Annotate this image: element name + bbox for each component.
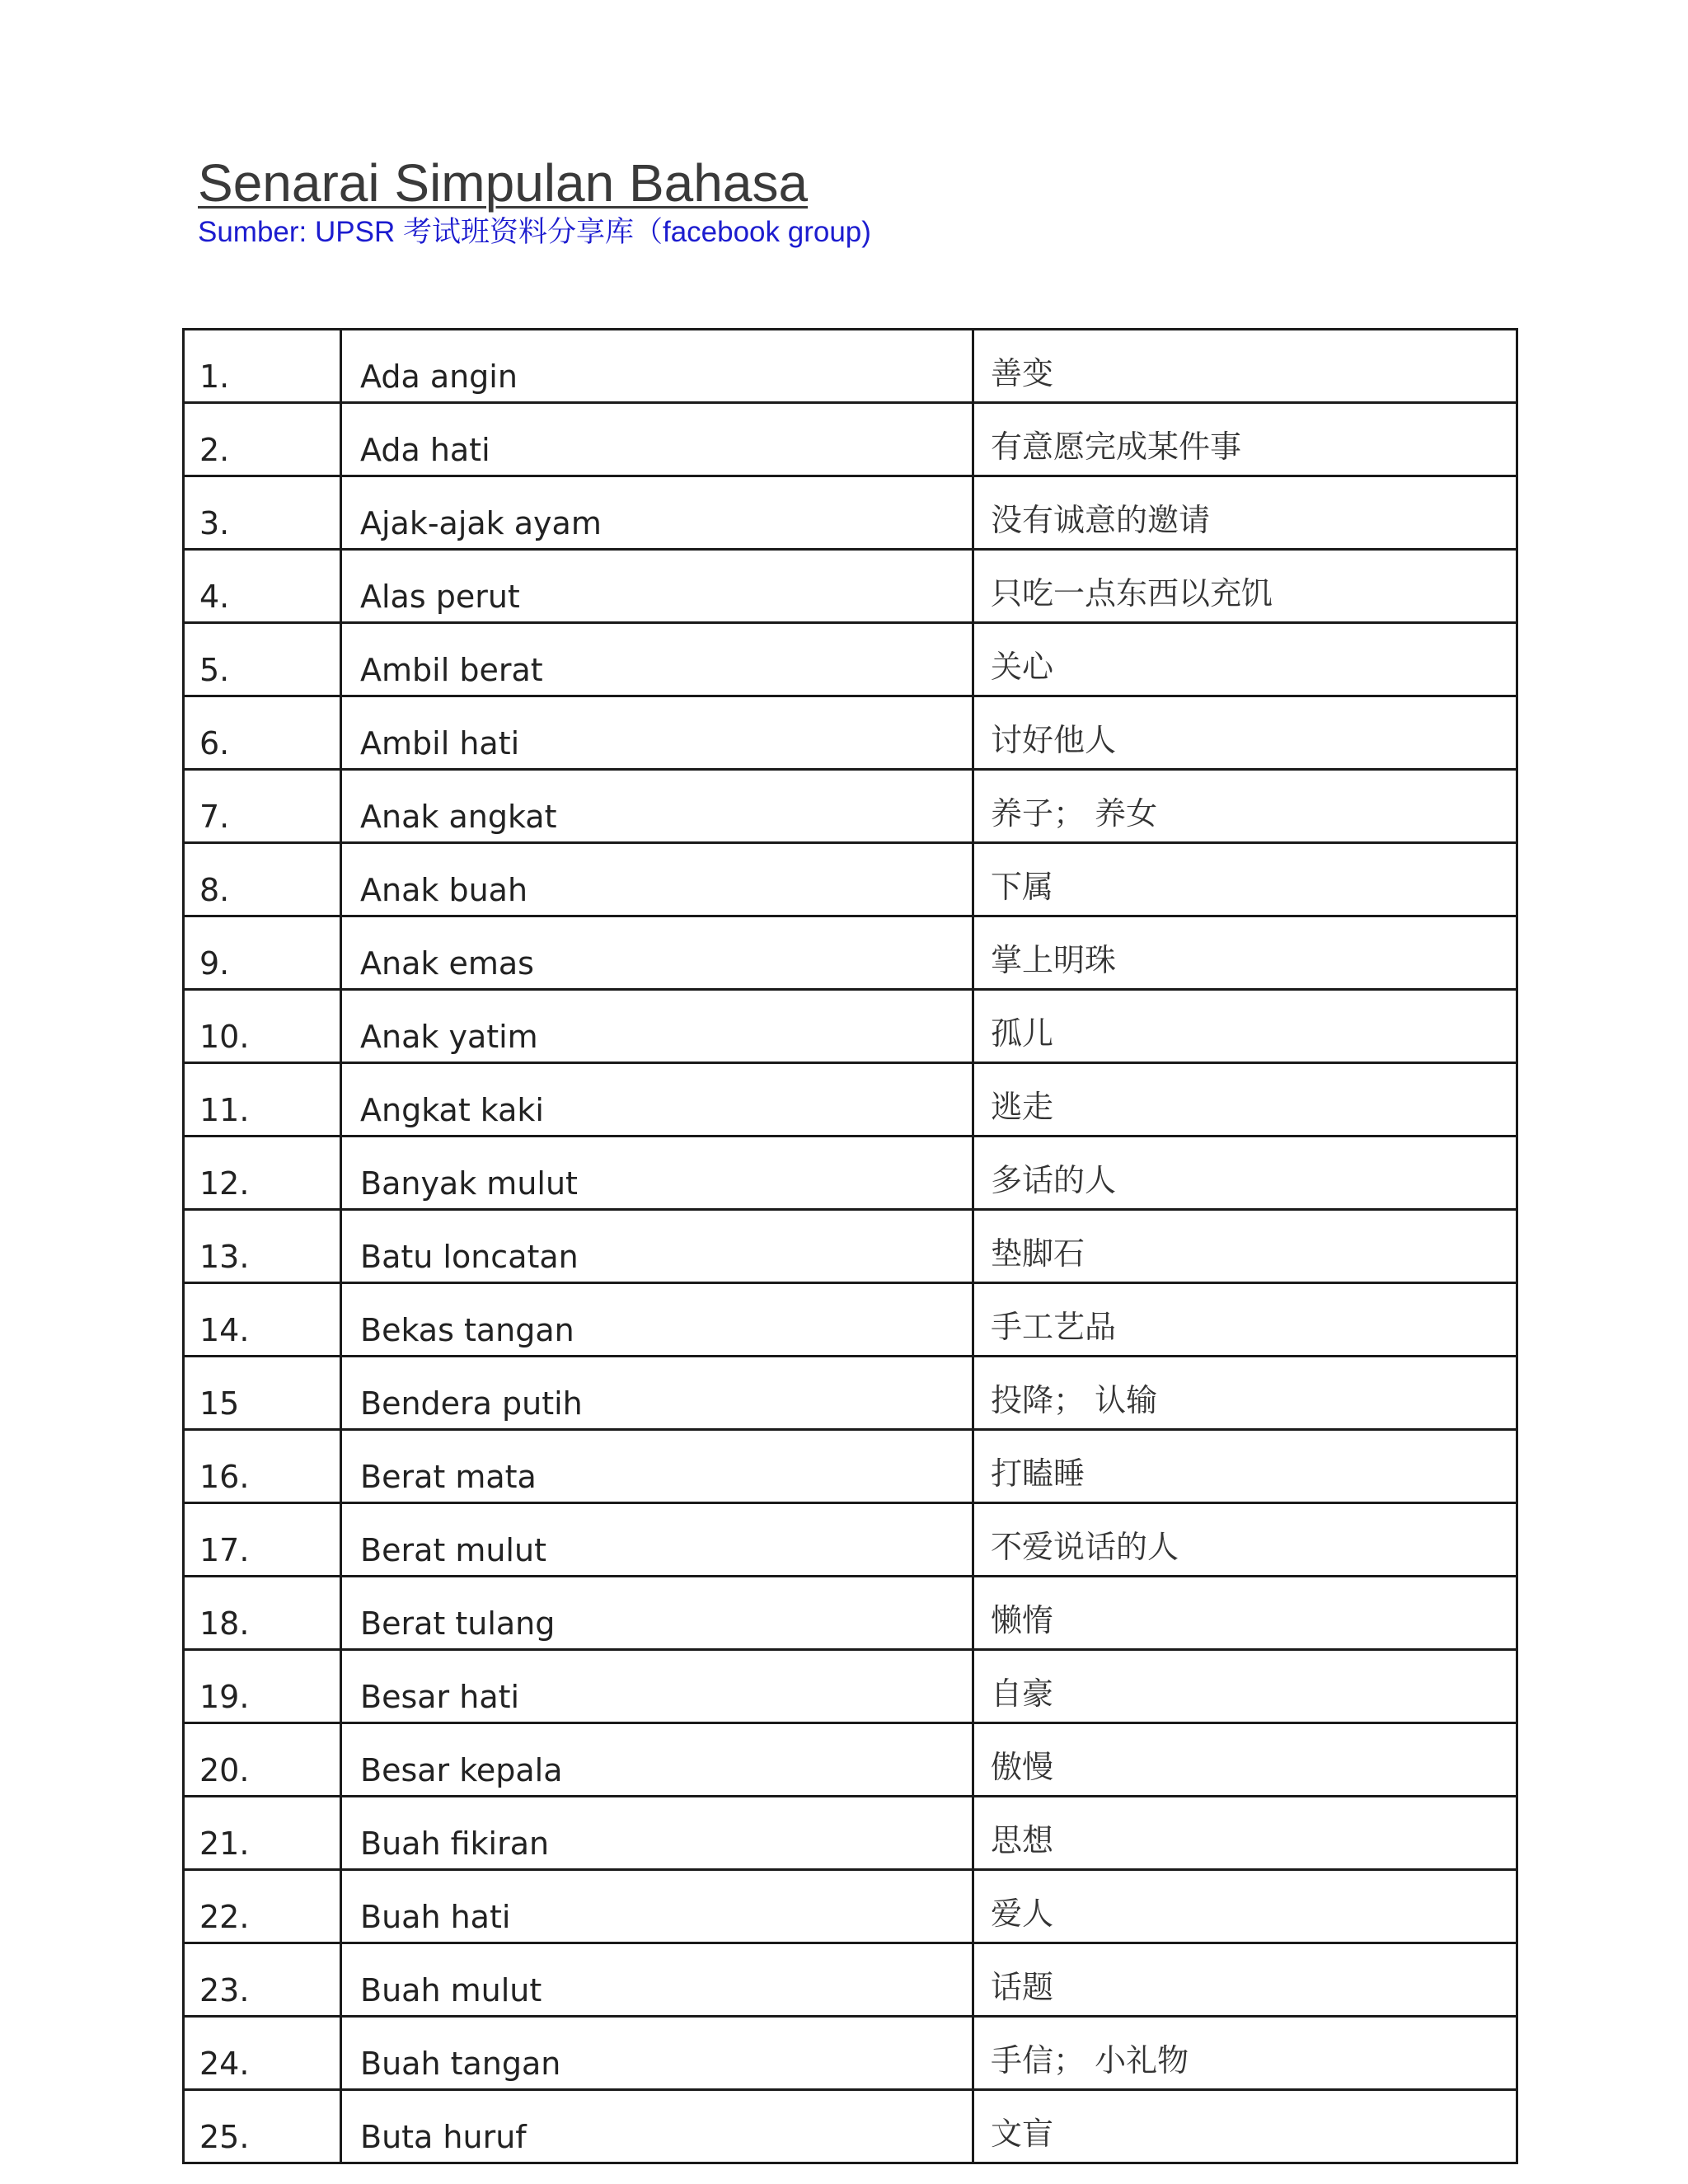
entry-number: 3. [184, 476, 341, 550]
entry-phrase: Besar hati [341, 1650, 973, 1723]
entry-phrase: Berat tulang [341, 1577, 973, 1650]
entry-phrase: Ambil hati [341, 696, 973, 770]
table-row [184, 1503, 1517, 1577]
table-row [184, 1430, 1517, 1503]
table-row [184, 623, 1517, 696]
entry-phrase: Anak buah [341, 843, 973, 916]
entry-meaning: 手信； 小礼物 [973, 2017, 1517, 2090]
entry-number: 5. [184, 623, 341, 696]
entry-number: 20. [184, 1723, 341, 1797]
entry-meaning: 多话的人 [973, 1137, 1517, 1210]
entry-meaning: 掌上明珠 [973, 916, 1517, 990]
entry-meaning: 孤儿 [973, 990, 1517, 1063]
table-row [184, 1283, 1517, 1357]
entry-phrase: Angkat kaki [341, 1063, 973, 1137]
entry-phrase: Anak angkat [341, 770, 973, 843]
entry-number: 21. [184, 1797, 341, 1870]
table-row [184, 1797, 1517, 1870]
entry-meaning: 手工艺品 [973, 1283, 1517, 1357]
entry-meaning: 下属 [973, 843, 1517, 916]
entry-number: 23. [184, 1943, 341, 2017]
entry-number: 12. [184, 1137, 341, 1210]
table-row [184, 1210, 1517, 1283]
entry-number: 11. [184, 1063, 341, 1137]
entry-meaning: 打瞌睡 [973, 1430, 1517, 1503]
table-row [184, 1577, 1517, 1650]
entry-number: 1. [184, 330, 341, 403]
table-row [184, 1723, 1517, 1797]
entry-phrase: Alas perut [341, 550, 973, 623]
entry-meaning: 养子； 养女 [973, 770, 1517, 843]
table-row [184, 330, 1517, 403]
entry-number: 19. [184, 1650, 341, 1723]
entry-phrase: Bendera putih [341, 1357, 973, 1430]
entry-meaning: 傲慢 [973, 1723, 1517, 1797]
entry-phrase: Batu loncatan [341, 1210, 973, 1283]
table-row [184, 1870, 1517, 1943]
entry-number: 2. [184, 403, 341, 476]
table-row [184, 696, 1517, 770]
entry-phrase: Ajak-ajak ayam [341, 476, 973, 550]
entry-phrase: Buah mulut [341, 1943, 973, 2017]
entry-number: 25. [184, 2090, 341, 2163]
page-title: Senarai Simpulan Bahasa [198, 153, 809, 213]
entry-meaning: 逃走 [973, 1063, 1517, 1137]
entry-phrase: Buah hati [341, 1870, 973, 1943]
entry-number: 4. [184, 550, 341, 623]
entry-meaning: 投降； 认输 [973, 1357, 1517, 1430]
table-row [184, 1357, 1517, 1430]
table-row [184, 1137, 1517, 1210]
table-row [184, 770, 1517, 843]
table-body [184, 330, 1517, 2163]
table-row [184, 843, 1517, 916]
entry-meaning: 文盲 [973, 2090, 1517, 2163]
entry-number: 13. [184, 1210, 341, 1283]
entry-number: 15 [184, 1357, 341, 1430]
entry-number: 17. [184, 1503, 341, 1577]
entry-phrase: Ambil berat [341, 623, 973, 696]
table-row [184, 990, 1517, 1063]
entry-phrase: Buah tangan [341, 2017, 973, 2090]
entry-phrase: Anak emas [341, 916, 973, 990]
entry-number: 22. [184, 1870, 341, 1943]
entry-number: 18. [184, 1577, 341, 1650]
entry-number: 14. [184, 1283, 341, 1357]
entry-meaning: 不爱说话的人 [973, 1503, 1517, 1577]
entry-meaning: 懒惰 [973, 1577, 1517, 1650]
simpulan-bahasa-table [182, 328, 1518, 2164]
table-row [184, 1063, 1517, 1137]
entry-meaning: 自豪 [973, 1650, 1517, 1723]
entry-meaning: 只吃一点东西以充饥 [973, 550, 1517, 623]
entry-phrase: Buah fikiran [341, 1797, 973, 1870]
entry-phrase: Buta huruf [341, 2090, 973, 2163]
entry-phrase: Bekas tangan [341, 1283, 973, 1357]
entry-meaning: 爱人 [973, 1870, 1517, 1943]
table-row [184, 1943, 1517, 2017]
entry-phrase: Banyak mulut [341, 1137, 973, 1210]
entry-meaning: 话题 [973, 1943, 1517, 2017]
entry-phrase: Ada hati [341, 403, 973, 476]
table-row [184, 476, 1517, 550]
table-row [184, 2090, 1517, 2163]
entry-phrase: Berat mulut [341, 1503, 973, 1577]
table-row [184, 916, 1517, 990]
entry-meaning: 垫脚石 [973, 1210, 1517, 1283]
entry-number: 9. [184, 916, 341, 990]
entry-number: 10. [184, 990, 341, 1063]
entry-meaning: 关心 [973, 623, 1517, 696]
entry-number: 24. [184, 2017, 341, 2090]
entry-number: 8. [184, 843, 341, 916]
entry-number: 16. [184, 1430, 341, 1503]
table-row [184, 550, 1517, 623]
table-row [184, 2017, 1517, 2090]
entry-phrase: Anak yatim [341, 990, 973, 1063]
entry-phrase: Ada angin [341, 330, 973, 403]
entry-meaning: 思想 [973, 1797, 1517, 1870]
entry-phrase: Berat mata [341, 1430, 973, 1503]
entry-meaning: 善变 [973, 330, 1517, 403]
entry-phrase: Besar kepala [341, 1723, 973, 1797]
entry-meaning: 没有诚意的邀请 [973, 476, 1517, 550]
entry-meaning: 讨好他人 [973, 696, 1517, 770]
entry-number: 6. [184, 696, 341, 770]
table-row [184, 403, 1517, 476]
entry-meaning: 有意愿完成某件事 [973, 403, 1517, 476]
table-row [184, 1650, 1517, 1723]
source-note: Sumber: UPSR 考试班资料分享库（facebook group) [198, 216, 871, 248]
entry-number: 7. [184, 770, 341, 843]
